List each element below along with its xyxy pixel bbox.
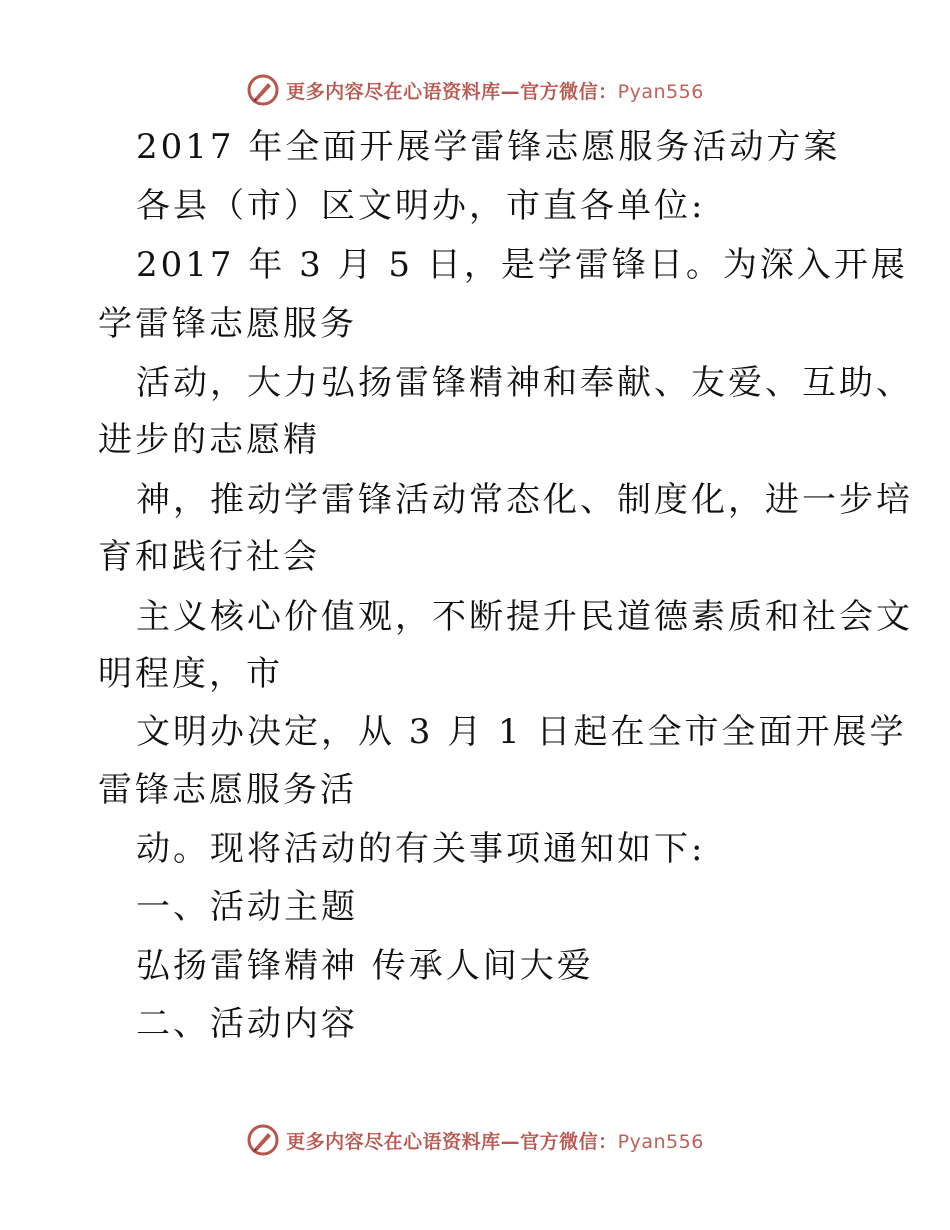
section-heading: 二、活动内容 [136,1004,358,1044]
section-heading: 一、活动主题 [136,887,358,927]
document-addressee: 各县（市）区文明办，市直各单位: [136,186,706,226]
paragraph-line: 明程度，市 [98,654,283,694]
paragraph-line: 进步的志愿精 [98,420,320,460]
paragraph-line: 2017 年 3 月 5 日，是学雷锋日。为深入开展 [136,245,908,285]
paragraph-line: 主义核心价值观，不断提升民道德素质和社会文 [136,597,913,637]
section-text: 弘扬雷锋精神 传承人间大爱 [136,946,594,986]
paragraph-line: 学雷锋志愿服务 [98,304,357,344]
pen-logo-icon [246,73,280,107]
header-watermark [0,70,950,110]
paragraph-line: 文明办决定，从 3 月 1 日起在全市全面开展学 [136,712,907,752]
paragraph-line: 活动，大力弘扬雷锋精神和奉献、友爱、互助、 [136,363,913,403]
watermark-text: 更多内容尽在心语资料库—官方微信：Pyan556 [286,1130,704,1153]
document-title: 2017 年全面开展学雷锋志愿服务活动方案 [136,127,841,167]
paragraph-line: 动。现将活动的有关事项通知如下: [136,829,706,869]
paragraph-line: 育和践行社会 [98,537,320,577]
pen-logo-icon [246,1123,280,1157]
footer-watermark [0,1120,950,1160]
watermark-text: 更多内容尽在心语资料库—官方微信：Pyan556 [286,80,704,103]
paragraph-line: 雷锋志愿服务活 [98,770,357,810]
paragraph-line: 神，推动学雷锋活动常态化、制度化，进一步培 [136,480,913,520]
